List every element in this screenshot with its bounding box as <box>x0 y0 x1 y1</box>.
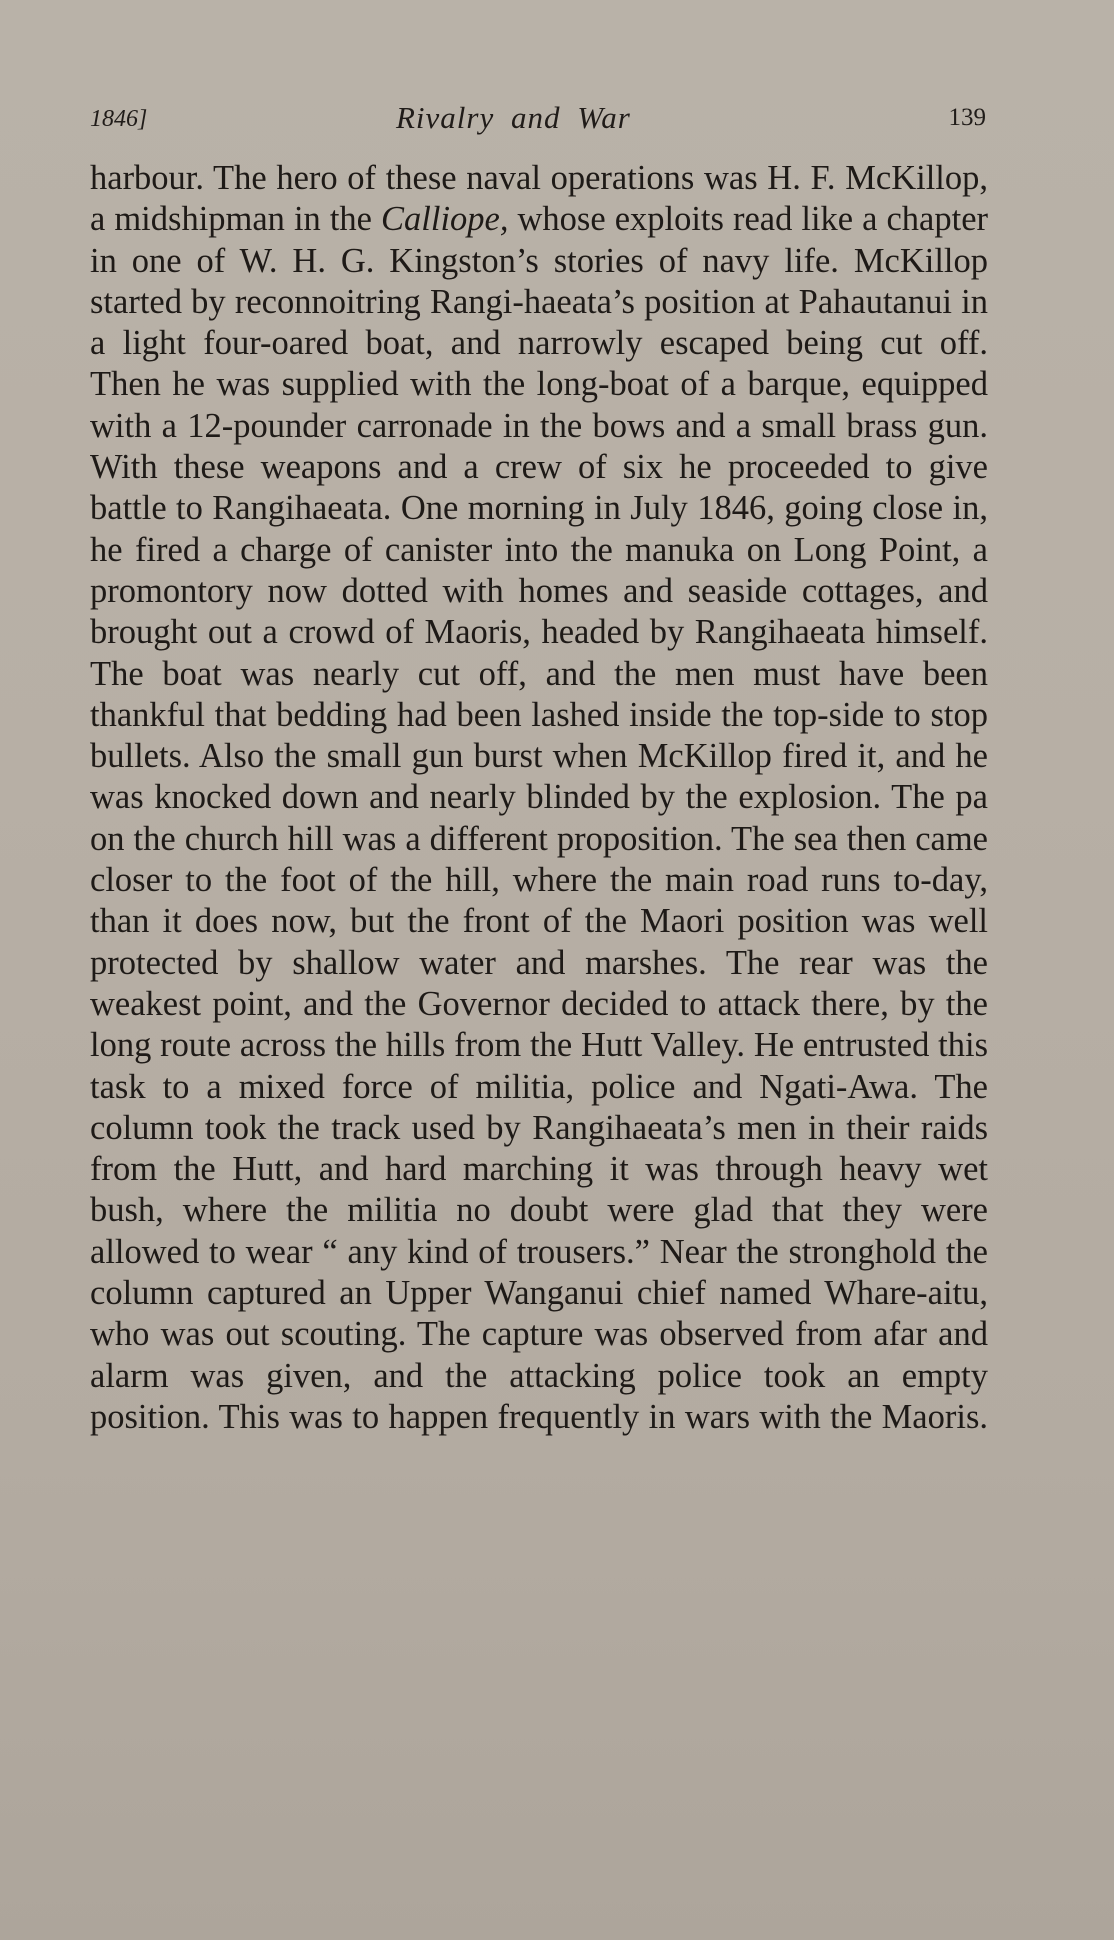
page-number: 139 <box>948 104 986 131</box>
body-text-segment-1: harbour. The hero of these naval operations was H. F. McKillop, a midshipman in the <box>90 159 988 239</box>
running-head <box>90 100 990 144</box>
running-head-year: 1846] <box>90 106 148 132</box>
running-head-title: Rivalry and War <box>396 100 631 135</box>
body-text-segment-2: whose exploits read like a chapter in one of W. H. G. Kingston’s stories of navy life. McKillop started by reconnoitring Rangi-haeata’s position at Pahautanui in a light four-oared boat, and narrowly escaped being cut off. Then he was supplied with the long-boat of a barque, equipped with a 12-pounder carronade in the bows and a small brass gun. With these weapons and a crew of six he proceeded to give battle to Rangihaeata. One morning in July 1846, going close in, he fired a charge of canister into the manuka on Long Point, a promontory now dotted with homes and seaside cottages, and brought out a crowd of Maoris, headed by Rangihaeata himself. The boat was nearly cut off, and the men must have been thankful that bedding had been lashed inside the top-side to stop bullets. Also the small gun burst when McKillop fired it, and he was knocked down and nearly blinded by the explosion. The pa on the church hill was a different proposition. The sea then came closer to the foot of the hill, where the main road runs to-day, than it does now, but the front of the Maori position was well protected by shallow water and marshes. The rear was the weakest point, and the Governor decided to attack there, by the long route across the hills from the Hutt Valley. He entrusted this task to a mixed force of militia, police and Ngati-Awa. The column took the track used by Rangihaeata’s men in their raids from the Hutt, and hard marching it was through heavy wet bush, where the militia no doubt were glad that they were allowed to wear “ any kind of trousers.” Near the stronghold the column captured an Upper Wanganui chief named Whare-aitu, who was out scouting. The capture was observed from afar and alarm was given, and the attacking police took an empty position. This was to happen frequently in wars with the Maoris. <box>90 200 988 1436</box>
ship-name-italic: Calliope, <box>381 200 509 239</box>
body-paragraph <box>90 158 988 1438</box>
